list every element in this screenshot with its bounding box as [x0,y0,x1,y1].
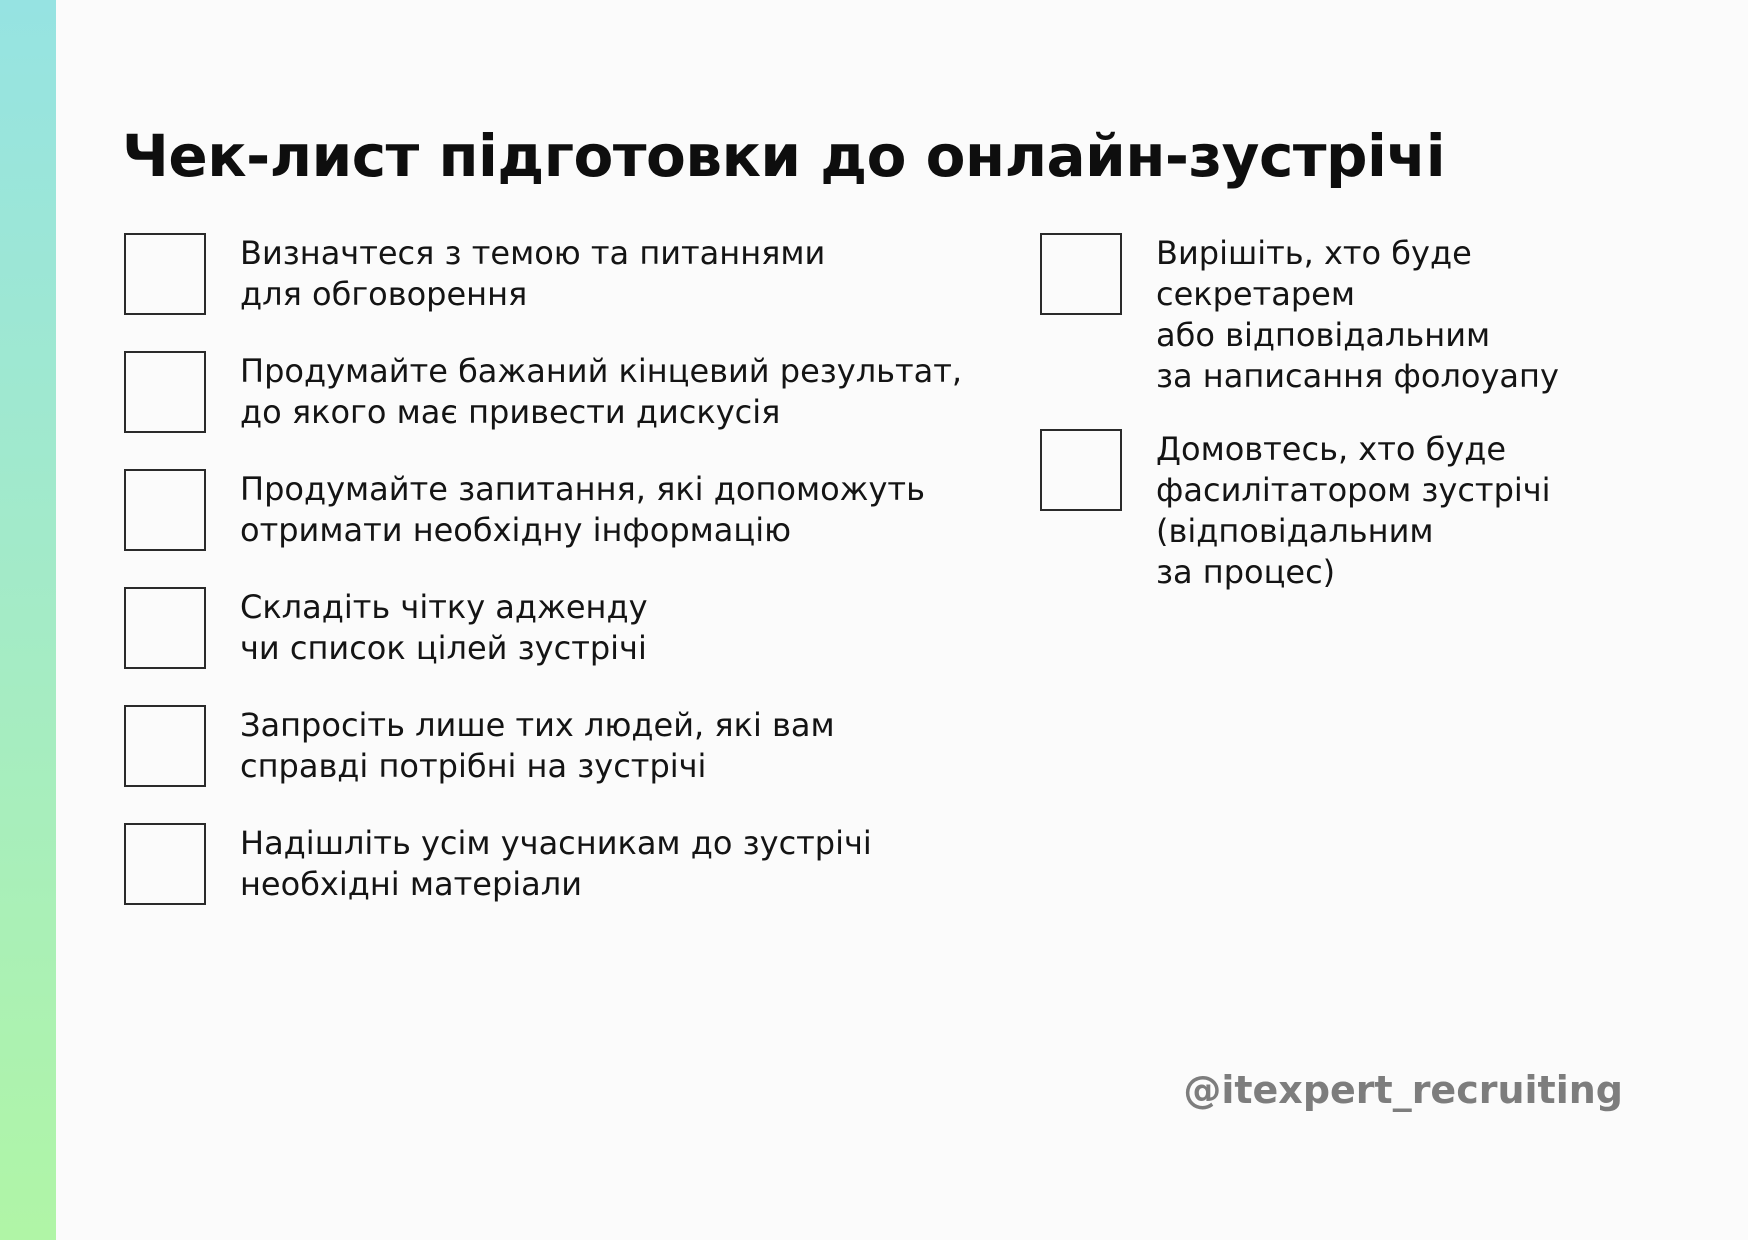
checklist-item-text: Запросіть лише тих людей, які вам справді потрібні на зустрічі [240,706,835,785]
checklist-item-text: Вирішіть, хто буде секретарем або відповідальним за написання фолоуапу [1156,234,1559,395]
checklist-item [124,469,1004,587]
page-title: Чек-лист підготовки до онлайн-зустрічі [122,122,1446,190]
checkbox[interactable] [124,587,206,669]
checkbox[interactable] [124,233,206,315]
checklist-item-text: Продумайте запитання, які допоможуть отримати необхідну інформацію [240,470,925,549]
checklist-item-text: Продумайте бажаний кінцевий результат, до якого має привести дискусія [240,352,963,431]
checkbox[interactable] [124,469,206,551]
checkbox[interactable] [124,823,206,905]
checklist-item [124,587,1004,705]
checklist-item [124,705,1004,823]
checklist-item [124,351,1004,469]
checklist-item-text: Надішліть усім учасникам до зустрічі необхідні матеріали [240,824,872,903]
checklist-right-column [1040,233,1680,625]
checklist-item [1040,429,1680,593]
decorative-gradient-stripe [0,0,56,1240]
checklist-left-column [124,233,1004,941]
social-handle: @itexpert_recruiting [1183,1068,1623,1112]
checkbox[interactable] [1040,429,1122,511]
checklist-item [1040,233,1680,397]
checklist-item-text: Складіть чітку адженду чи список цілей зустрічі [240,588,648,667]
checkbox[interactable] [1040,233,1122,315]
checklist-item [124,233,1004,351]
checkbox[interactable] [124,351,206,433]
checklist-item [124,823,1004,941]
checkbox[interactable] [124,705,206,787]
checklist-item-text: Домовтесь, хто буде фасилітатором зустрічі (відповідальним за процес) [1156,430,1551,591]
checklist-item-text: Визначтеся з темою та питаннями для обговорення [240,234,826,313]
